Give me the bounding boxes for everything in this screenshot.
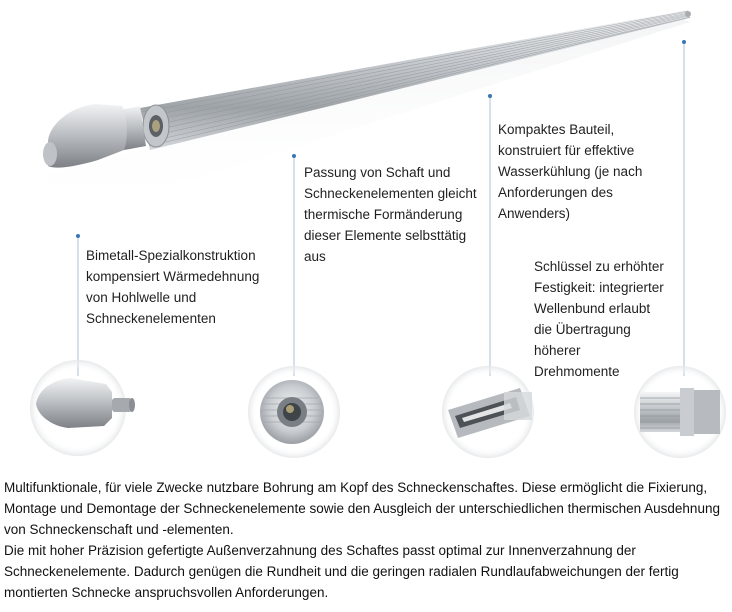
detail-image-cap (30, 360, 135, 456)
callout-line: thermische Formänderung (304, 207, 463, 222)
callout-passung (304, 162, 504, 267)
callout-line: dieser Elemente selbsttätig (304, 228, 467, 243)
callout-line: Drehmomente (534, 364, 620, 379)
description-paragraph-1: Multifunktionale, für viele Zwecke nutzbare Bohrung am Kopf des Schneckenschaftes. Diese ermöglicht die Fixierung, Montage und Demontage der Schneckenelemente sowie den Ausgleich der unterschiedlichen thermischen Ausdehnung von Schneckenschaft und -elementen. (4, 480, 720, 537)
callout-line: Bimetall-Spezialkonstruktion (86, 248, 256, 263)
callout-dot-passung (292, 154, 296, 158)
shaft-tip (685, 11, 691, 17)
callout-kompakt (498, 119, 688, 224)
callout-line: höherer (534, 343, 581, 358)
callout-line: Anwenders) (498, 206, 571, 221)
callout-line: Schneckenelementen gleicht (304, 186, 477, 201)
callout-line: Wasserkühlung (je nach (498, 164, 643, 179)
callout-bimetal (86, 245, 276, 329)
callout-line: Wellenbund erlaubt (534, 301, 651, 316)
callout-line: Schneckenelementen (86, 311, 216, 326)
callout-dot-bimetal (76, 234, 80, 238)
callout-line: die Übertragung (534, 322, 631, 337)
callout-dot-kompakt (488, 94, 492, 98)
callout-line: aus (304, 249, 326, 264)
detail-image-bore (248, 366, 340, 458)
callout-dot-schluessel (682, 40, 686, 44)
description-paragraph-2: Die mit hoher Präzision gefertigte Außenverzahnung des Schaftes passt optimal zur Innenverzahnung der Schneckenelemente. Dadurch genügen die Rundheit und die geringen radialen Rundlaufabweichungen der fertig montierten Schnecke anspruchsvollen Anforderungen. (4, 543, 679, 600)
callout-line: Schlüssel zu erhöhter (534, 259, 664, 274)
callout-line: konstruiert für effektive (498, 143, 635, 158)
callout-line: Kompaktes Bauteil, (498, 122, 615, 137)
callout-line: Anforderungen des (498, 185, 613, 200)
product-description (4, 477, 728, 603)
callout-schluessel (534, 256, 684, 382)
callout-line: von Hohlwelle und (86, 290, 197, 305)
detail-image-cutaway (442, 366, 534, 458)
callout-line: Festigkeit: integrierter (534, 280, 664, 295)
callout-line: kompensiert Wärmedehnung (86, 269, 260, 284)
callout-line: Passung von Schaft und (304, 165, 451, 180)
